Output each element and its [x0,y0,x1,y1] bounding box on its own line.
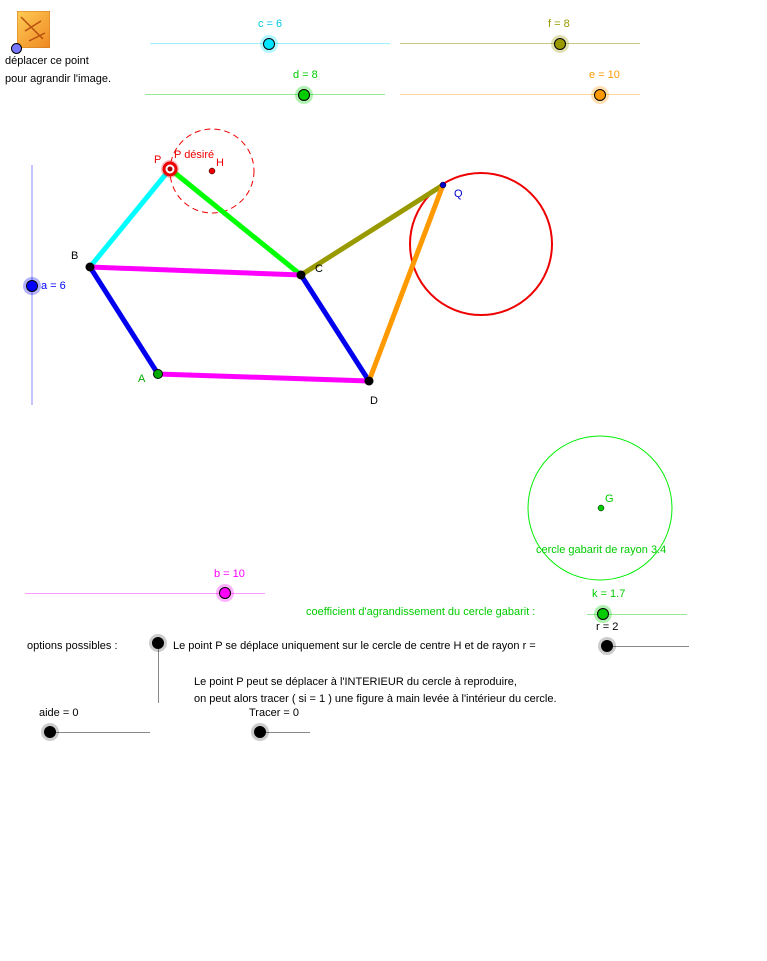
label-p-desired: P désiré [174,149,215,161]
slider-k-knob[interactable] [597,608,609,620]
slider-aide-track[interactable] [50,732,150,733]
slider-r-knob[interactable] [601,640,613,652]
option-2-line2: on peut alors tracer ( si = 1 ) une figure à main levée à l'intérieur du cercle. [194,693,557,705]
slider-k-label: k = 1.7 [592,588,626,600]
point-q[interactable] [440,182,446,188]
slider-a-label: a = 6 [41,280,66,292]
slider-b-knob[interactable] [219,587,231,599]
label-c: C [315,263,323,275]
point-g[interactable] [598,505,604,511]
gauge-caption: cercle gabarit de rayon 3.4 [536,544,667,556]
coefficient-label: coefficient d'agrandissement du cercle gabarit : [306,606,536,618]
options-vertical-slider-track[interactable] [158,643,159,703]
segment-pc [170,169,301,275]
label-b: B [71,250,79,262]
slider-a-knob[interactable] [26,280,38,292]
slider-aide-knob[interactable] [44,726,56,738]
slider-d-label: d = 8 [293,69,318,81]
label-a: A [138,373,146,385]
point-b[interactable] [86,263,95,272]
slider-aide-label: aide = 0 [39,707,79,719]
label-d: D [370,395,378,407]
zoom-hint-line1: déplacer ce point [5,55,89,67]
slider-r-track[interactable] [607,646,689,647]
point-a[interactable] [154,370,163,379]
slider-tracer-knob[interactable] [254,726,266,738]
label-h: H [216,157,224,169]
point-c[interactable] [297,271,306,280]
slider-tracer-label: Tracer = 0 [249,707,300,719]
label-p: P [154,154,162,166]
segment-dq [369,185,443,381]
label-g: G [605,493,614,505]
options-title: options possibles : [27,640,118,652]
slider-b-label: b = 10 [214,568,245,580]
segment-bc [90,267,301,275]
slider-r-label: r = 2 [596,621,619,633]
options-slider-knob[interactable] [152,637,164,649]
slider-c-label: c = 6 [258,18,283,30]
label-q: Q [454,188,463,200]
segment-cd [301,275,369,381]
segment-ad [158,374,369,381]
slider-f-label: f = 8 [548,18,570,30]
segment-bp [90,169,170,267]
slider-e-label: e = 10 [589,69,620,81]
point-p-core [168,167,173,172]
zoom-hint-line2: pour agrandir l'image. [5,73,112,85]
point-d[interactable] [365,377,374,386]
segment-ab [90,267,158,374]
point-h[interactable] [209,168,215,174]
option-2-line1: Le point P peut se déplacer à l'INTERIEUR du cercle à reproduire, [194,676,517,688]
option-1-text: Le point P se déplace uniquement sur le cercle de centre H et de rayon r = [173,640,536,652]
segment-cq [301,185,443,275]
